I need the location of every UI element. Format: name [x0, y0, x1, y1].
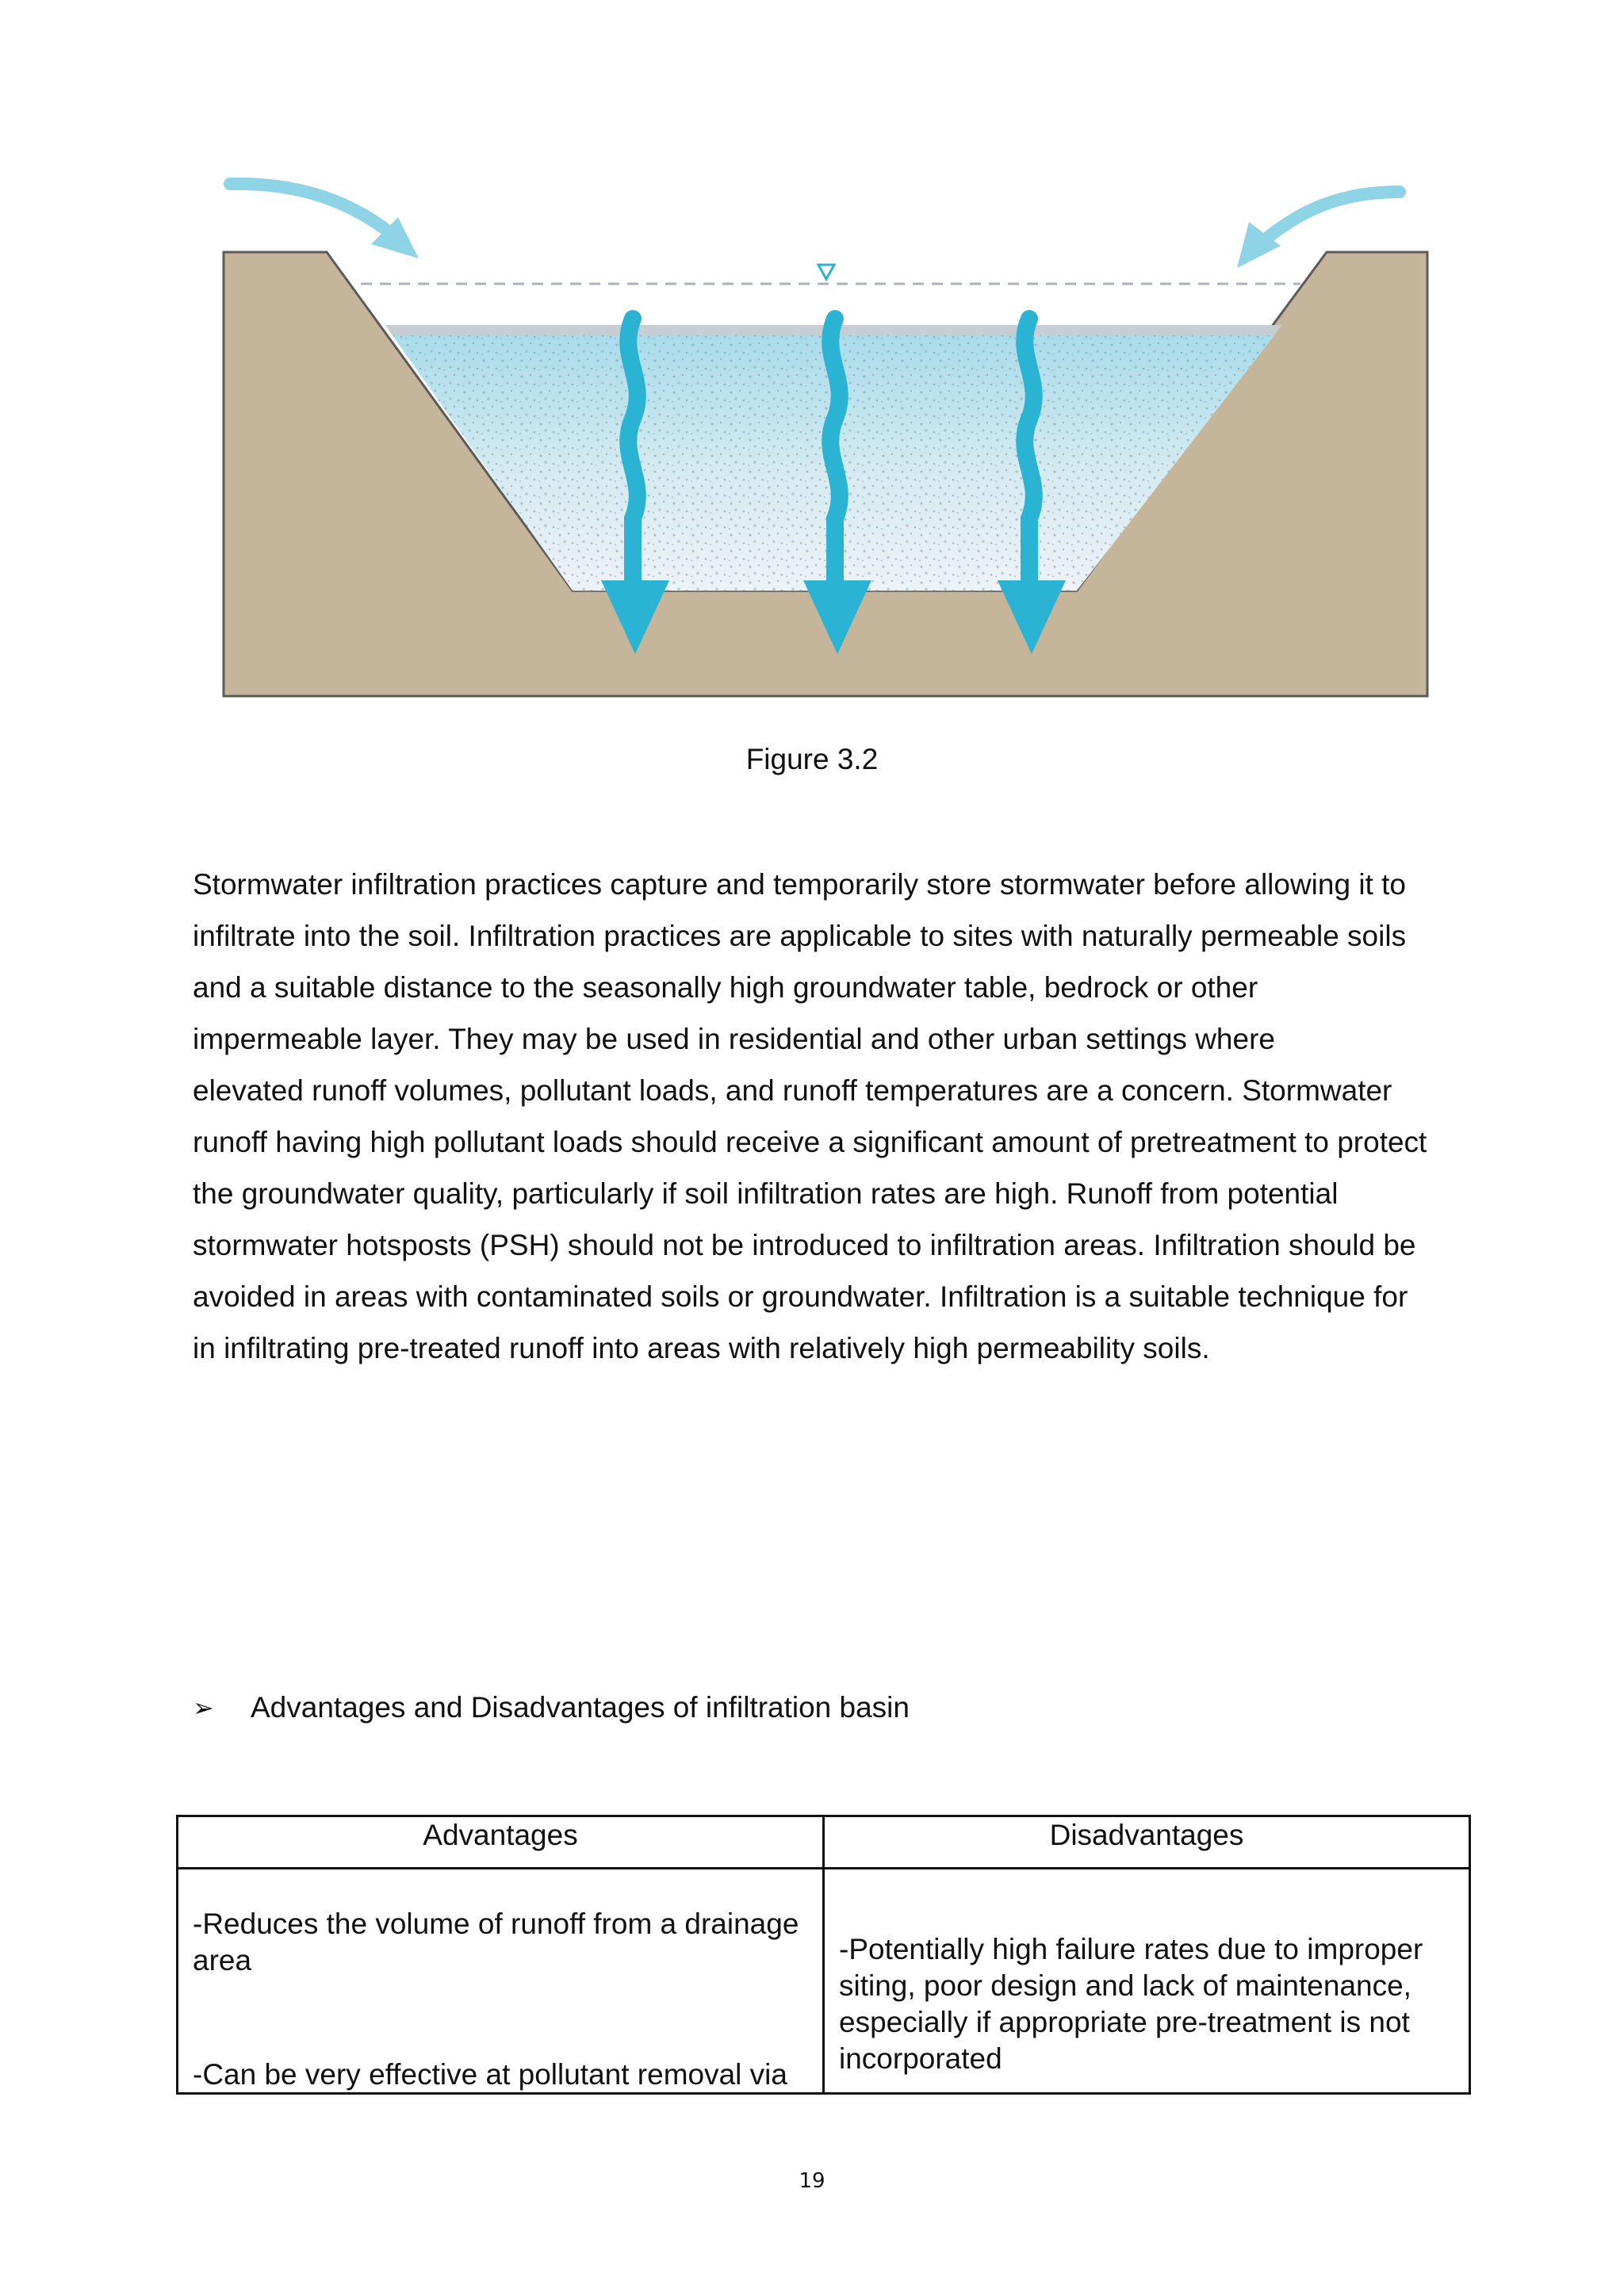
paragraph-line: impermeable layer. They may be used in residential and other urban settings where: [193, 1023, 1275, 1055]
infiltration-basin-illustration: [214, 166, 1435, 714]
table-row: [178, 1869, 1470, 2094]
advantages-cell: [178, 1869, 824, 2094]
disadvantages-cell: [824, 1869, 1470, 2094]
paragraph-line: elevated runoff volumes, pollutant loads, and runoff temperatures are a concern. Stormwater: [193, 1074, 1392, 1107]
section-heading-text: Advantages and Disadvantages of infiltration basin: [251, 1691, 910, 1724]
paragraph-line: infiltrate into the soil. Infiltration practices are applicable to sites with naturally permeable soils: [193, 920, 1407, 952]
water-level-symbol-icon: [818, 265, 834, 279]
table-header-row: [178, 1816, 1470, 1869]
inflow-arrow-left-icon: [230, 184, 419, 258]
disadvantages-header: Disadvantages: [824, 1816, 1470, 1869]
paragraph-line: stormwater hotsposts (PSH) should not be introduced to infiltration areas. Infiltration should be: [193, 1229, 1416, 1261]
paragraph-line: Stormwater infiltration practices capture and temporarily store stormwater before allowing it to: [193, 868, 1406, 901]
body-paragraph: [193, 859, 1461, 1374]
paragraph-line: runoff having high pollutant loads should receive a significant amount of pretreatment to protect: [193, 1126, 1427, 1158]
paragraph-line: the groundwater quality, particularly if soil infiltration rates are high. Runoff from potential: [193, 1177, 1339, 1210]
paragraph-line: and a suitable distance to the seasonally high groundwater table, bedrock or other: [193, 971, 1258, 1004]
infiltration-basin-figure: [214, 166, 1435, 714]
paragraph-line: avoided in areas with contaminated soils or groundwater. Infiltration is a suitable technique for: [193, 1280, 1408, 1313]
paragraph-line: in infiltrating pre-treated runoff into areas with relatively high permeability soils.: [193, 1332, 1210, 1364]
disadvantage-item: -Potentially high failure rates due to improper siting, poor design and lack of maintenance, especially if appropriate pre-treatment is not incorporated: [839, 1933, 1423, 2075]
page-number: 19: [799, 2169, 825, 2193]
arrow-bullet-icon: ➢: [193, 1693, 214, 1722]
advantage-item: -Reduces the volume of runoff from a drainage area: [193, 1908, 799, 1976]
figure-caption: Figure 3.2: [745, 743, 879, 775]
advantages-table: [176, 1815, 1471, 2095]
advantage-item: -Can be very effective at pollutant removal via: [193, 2058, 787, 2091]
section-heading: [193, 1689, 910, 1727]
advantages-header: Advantages: [178, 1816, 824, 1869]
